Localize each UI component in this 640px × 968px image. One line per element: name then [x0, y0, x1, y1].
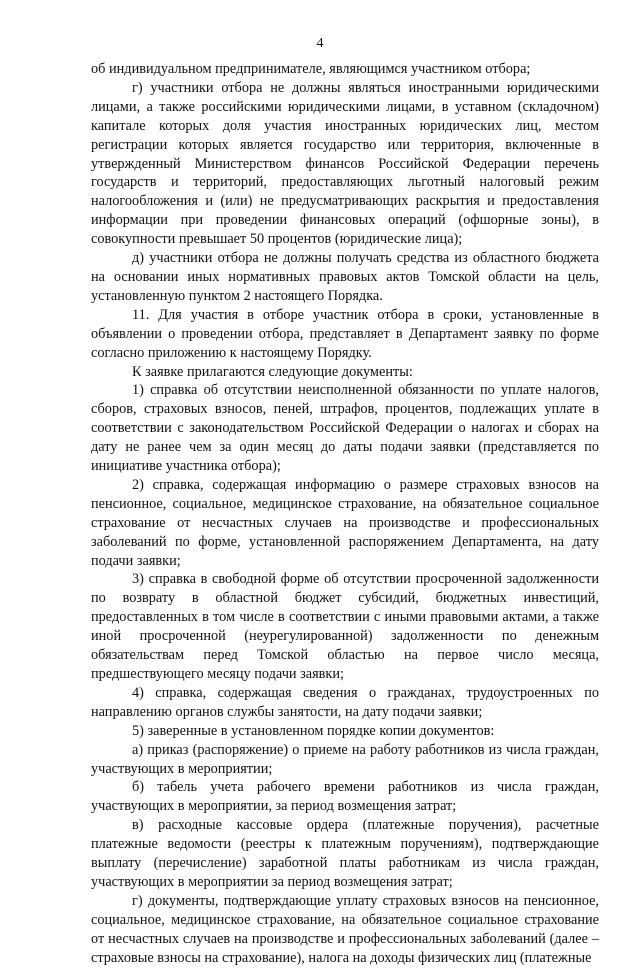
paragraph-doc-5a: а) приказ (распоряжение) о приеме на работу работников из числа граждан, участвующих в мероприятии;: [91, 741, 599, 777]
paragraph-item-d: д) участники отбора не должны получать средства из областного бюджета на основании иных нормативных правовых актов Томской области на цель, установленную пунктом 2 настоящего Порядка.: [91, 250, 599, 304]
paragraph-doc-1: 1) справка об отсутствии неисполненной обязанности по уплате налогов, сборов, страховых взносов, пеней, штрафов, процентов, подлежащих уплате в соответствии с законодательством Российской Федерации о налогах и сборах на дату не ранее чем за один месяц до даты подачи заявки (представляется по инициативе участника отбора);: [91, 382, 599, 475]
paragraph-doc-5v: в) расходные кассовые ордера (платежные поручения), расчетные платежные ведомости (реестры к платежным поручениям), подтверждающие выплату (перечисление) заработной платы работникам из числа граждан, участвующих в мероприятии за период возмещения затрат;: [91, 817, 599, 890]
paragraph-continuation: об индивидуальном предпринимателе, являющимся участником отбора;: [91, 61, 531, 77]
paragraph-item-g: г) участники отбора не должны являться иностранными юридическими лицами, а также российскими юридическими лицами, в уставном (складочном) капитале которых доля участия иностранных юридических лиц, местом регистрации которых является государство или территория, включенные в утвержденный Министерством финансов Российской Федерации перечень государств и территорий, предоставляющих льготный налоговый режим налогообложения и (или) не предусматривающих раскрытия и предоставления информации при проведении финансовых операций (офшорные зоны), в совокупности превышает 50 процентов (юридические лица);: [91, 79, 599, 248]
paragraph-doc-5: 5) заверенные в установленном порядке копии документов:: [132, 722, 495, 739]
paragraph-documents-intro: К заявке прилагаются следующие документы:: [132, 363, 413, 380]
document-body: [91, 60, 599, 968]
paragraph-doc-3: 3) справка в свободной форме об отсутствии просроченной задолженности по возврату в областной бюджет субсидий, бюджетных инвестиций, предоставленных в том числе в соответствии с иными правовыми актами, а также иной просроченной (неурегулированной) задолженности по денежным обязательствам перед Томской областью на первое число месяца, предшествующего месяцу подачи заявки;: [91, 571, 599, 682]
paragraph-doc-4: 4) справка, содержащая сведения о гражданах, трудоустроенных по направлению органов службы занятости, на дату подачи заявки;: [91, 684, 599, 720]
paragraph-section-11: 11. Для участия в отборе участник отбора в сроки, установленные в объявлении о проведении отбора, представляет в Департамент заявку по форме согласно приложению к настоящему Порядку.: [91, 306, 599, 361]
paragraph-doc-2: 2) справка, содержащая информацию о размере страховых взносов на пенсионное, социальное, медицинское страхование, на обязательное социальное страхование от несчастных случаев на производстве и профессиональных заболеваний по форме, установленной распоряжением Департамента, на дату подачи заявки;: [91, 476, 599, 569]
paragraph-doc-5g: г) документы, подтверждающие уплату страховых взносов на пенсионное, социальное, медицинское страхование, на обязательное социальное страхование от несчастных случаев на производстве и профессиональных заболеваний (далее – страховые взносы на страхование), налога на доходы физических лиц (платежные: [91, 892, 599, 966]
paragraph-doc-5b: б) табель учета рабочего времени работников из числа граждан, участвующих в мероприятии, за период возмещения затрат;: [91, 779, 599, 815]
page-number: 4: [316, 36, 324, 51]
